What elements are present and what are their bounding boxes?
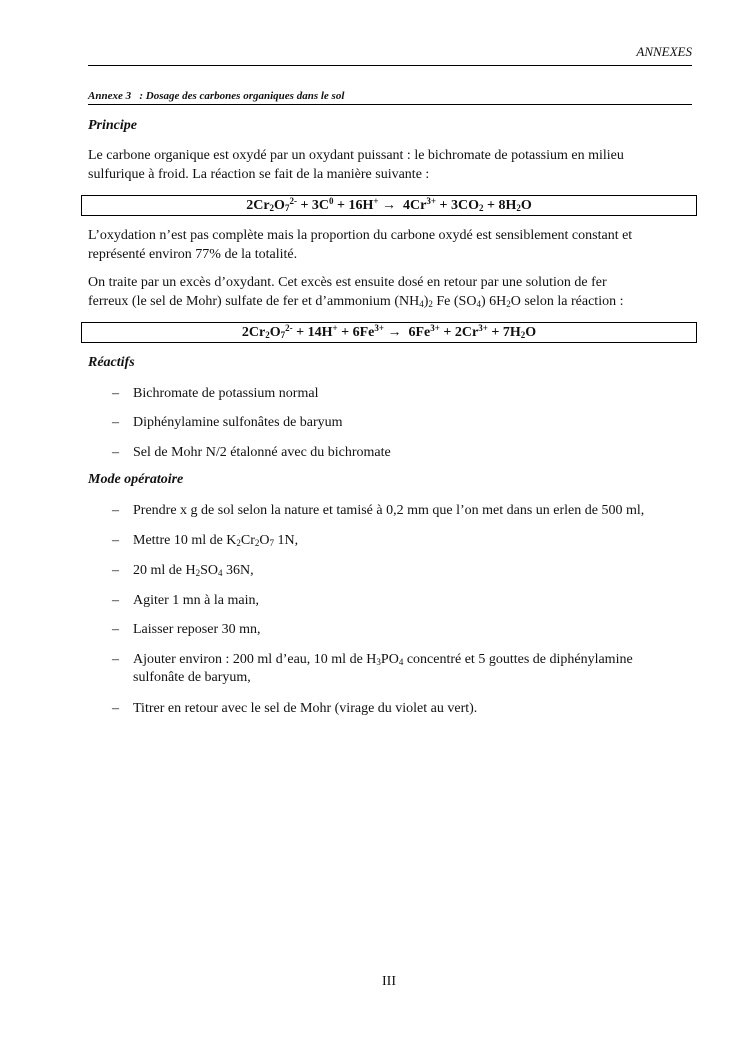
eq-term: O: [274, 198, 285, 213]
list-item-text: Bichromate de potassium normal: [133, 386, 319, 401]
running-header: [88, 44, 692, 66]
annex-title: Annexe 3 : Dosage des carbones organiques dans le sol: [88, 90, 692, 105]
list-item-text: Laisser reposer 30 mn,: [133, 622, 261, 637]
text-run: ferreux (le sel de Mohr) sulfate de fer et d’ammonium (NH: [88, 294, 420, 309]
eq-sup: 3+: [478, 323, 488, 333]
equation-oxidation: [81, 195, 697, 216]
paragraph-line: représenté environ 77% de la totalité.: [88, 247, 298, 262]
list-item-text: Titrer en retour avec le sel de Mohr (virage du violet au vert).: [133, 701, 478, 716]
paragraph-line: On traite par un excès d’oxydant. Cet excès est ensuite dosé en retour par une solution de fer: [88, 275, 607, 290]
subscript: 3: [376, 657, 381, 667]
text-run: 36N,: [222, 563, 254, 578]
text-run: SO: [200, 563, 219, 578]
paragraph-line: sulfurique à froid. La réaction se fait de la manière suivante :: [88, 167, 430, 182]
eq-sup: +: [373, 196, 379, 206]
page-number: III: [382, 974, 396, 989]
eq-term: + 16H: [333, 198, 374, 213]
list-dash: –: [112, 503, 119, 518]
list-dash: –: [112, 622, 119, 637]
eq-term: + 3CO: [436, 198, 479, 213]
subscript: 2: [506, 299, 511, 309]
paragraph-incomplete: [88, 226, 688, 264]
text-run: Cr: [240, 533, 255, 548]
text-run: Ajouter environ : 200 ml d’eau, 10 ml de H: [133, 652, 377, 667]
subscript: 2: [428, 299, 433, 309]
list-item-text: Sel de Mohr N/2 étalonné avec du bichromate: [133, 445, 391, 460]
subscript: 2: [236, 538, 241, 548]
text-run: Fe (SO: [432, 294, 477, 309]
list-dash: –: [112, 415, 119, 430]
list-dash: –: [112, 445, 119, 460]
paragraph-line: L’oxydation n’est pas complète mais la proportion du carbone oxydé est sensiblement constant et: [88, 228, 633, 243]
eq-term: 2Cr: [246, 198, 270, 213]
heading-mode-operatoire: Mode opératoire: [88, 472, 184, 487]
list-item-text: Prendre x g de sol selon la nature et tamisé à 0,2 mm que l’on met dans un erlen de 500 ml,: [133, 503, 645, 518]
list-dash: –: [112, 652, 119, 667]
paragraph-line: Le carbone organique est oxydé par un oxydant puissant : le bichromate de potassium en milieu: [88, 148, 624, 163]
text-run: Mettre 10 ml de K: [133, 533, 237, 548]
heading-principe: Principe: [88, 118, 137, 133]
list-dash: –: [112, 563, 119, 578]
text-run: O: [259, 533, 270, 548]
heading-reactifs: Réactifs: [88, 355, 135, 370]
eq-sup: 0: [329, 196, 334, 206]
eq-term: + 2Cr: [439, 325, 479, 340]
header-label: ANNEXES: [636, 44, 692, 59]
eq-term: 4Cr: [399, 198, 427, 213]
list-item-text: Diphénylamine sulfonâtes de baryum: [133, 415, 343, 430]
eq-sup: 2-: [289, 196, 297, 206]
text-run: concentré et 5 gouttes de diphénylamine: [403, 652, 633, 667]
eq-term: + 3C: [296, 198, 330, 213]
eq-sup: 2-: [285, 323, 293, 333]
text-run: 20 ml de H: [133, 563, 196, 578]
eq-sub: 2: [265, 330, 270, 340]
eq-sub: 2: [269, 203, 275, 213]
eq-sup: 3+: [374, 323, 384, 333]
text-run: sulfonâte de baryum,: [133, 670, 251, 685]
list-item-text: [133, 562, 698, 580]
subscript: 4: [398, 657, 404, 667]
eq-term: 6Fe: [405, 325, 431, 340]
eq-sup: 3+: [430, 323, 440, 333]
equation-titration: [81, 322, 697, 343]
paragraph-line: [88, 292, 688, 311]
eq-sub: 2: [516, 203, 521, 213]
eq-term: O: [520, 198, 532, 213]
eq-sub: 7: [284, 203, 290, 213]
list-dash: –: [112, 593, 119, 608]
list-dash: –: [112, 533, 119, 548]
eq-term: + 6Fe: [337, 325, 375, 340]
list-dash: –: [112, 386, 119, 401]
eq-term: O: [269, 325, 281, 340]
paragraph-intro: [88, 146, 688, 184]
eq-sub: 2: [520, 330, 526, 340]
list-dash: –: [112, 701, 119, 716]
text-run: ) 6H: [480, 294, 507, 309]
subscript: 7: [269, 538, 275, 548]
subscript: 4: [419, 299, 424, 309]
eq-term: + 8H: [483, 198, 517, 213]
subscript: 2: [254, 538, 260, 548]
eq-term: O: [525, 325, 537, 340]
eq-sub: 7: [280, 330, 286, 340]
text-run: 1N,: [274, 533, 299, 548]
list-item-text: Agiter 1 mn à la main,: [133, 593, 259, 608]
reaction-arrow: →: [378, 198, 400, 213]
text-run: ): [423, 294, 429, 309]
subscript: 4: [218, 568, 223, 578]
text-run: O selon la réaction :: [510, 294, 624, 309]
list-item-text: [133, 651, 698, 687]
reaction-arrow: →: [384, 325, 405, 340]
eq-term: + 14H: [292, 325, 333, 340]
eq-term: + 7H: [487, 325, 521, 340]
eq-sup: 3+: [426, 196, 437, 206]
text-run: PO: [380, 652, 399, 667]
subscript: 4: [476, 299, 481, 309]
subscript: 2: [195, 568, 201, 578]
eq-term: 2Cr: [241, 325, 266, 340]
eq-sub: 2: [479, 203, 484, 213]
paragraph-excess: [88, 273, 688, 311]
list-item-text: [133, 532, 698, 550]
eq-sup: +: [332, 323, 338, 333]
